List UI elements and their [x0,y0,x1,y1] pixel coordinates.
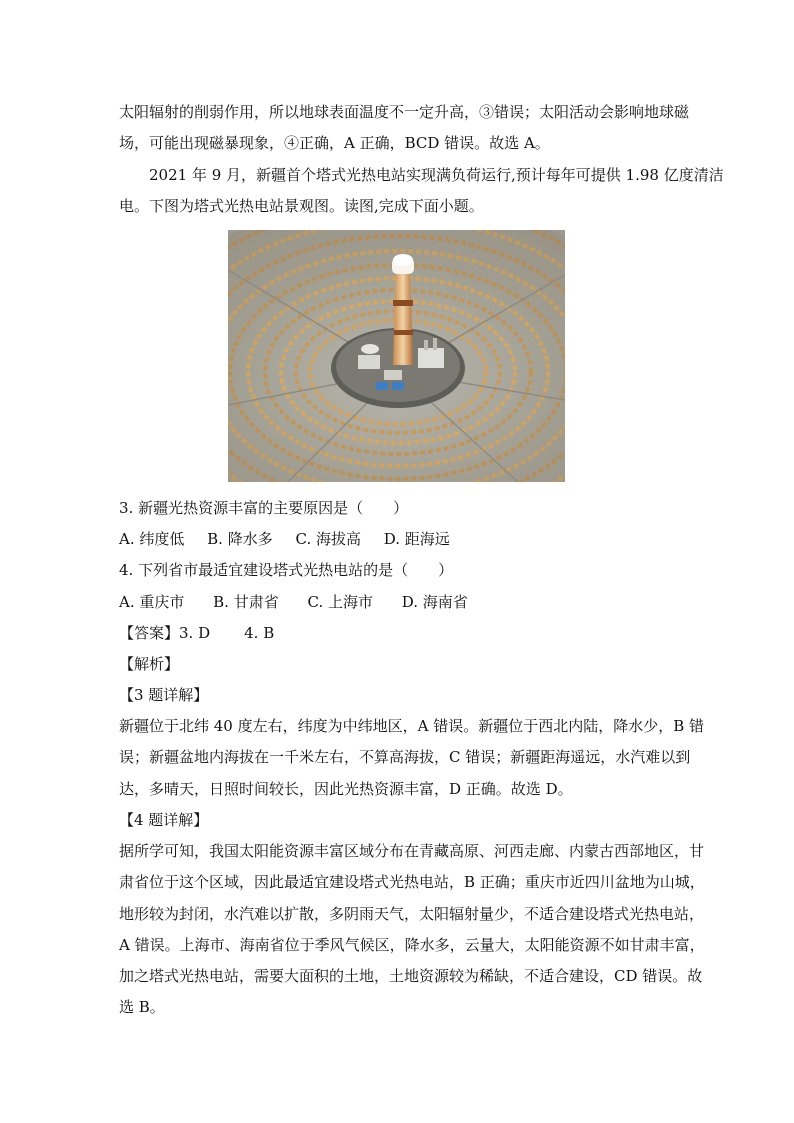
q4-option-a[interactable]: A. 重庆市 [119,593,185,611]
intro-line-1: 2021 年 9 月，新疆首个塔式光热电站实现满负荷运行,预计每年可提供 1.98 亿度清洁 [149,166,724,184]
detail-4-line-3: 地形较为封闭，水汽难以扩散，多阴雨天气，太阳辐射量少，不适合建设塔式光热电站， [119,905,705,923]
detail-3-line-1: 新疆位于北纬 40 度左右，纬度为中纬地区，A 错误。新疆位于西北内陆，降水少，B 错 [119,717,705,735]
question-4-stem: 4. 下列省市最适宜建设塔式光热电站的是（ ） [119,561,454,579]
intro-line-2: 电。下图为塔式光热电站景观图。读图,完成下面小题。 [119,197,484,215]
answer-label: 【答案】 [119,624,180,642]
q3-option-d[interactable]: D. 距海远 [383,530,450,548]
answer-4: 4. B [244,624,275,642]
question-3-options [119,529,679,549]
detail-3-label: 【3 题详解】 [119,686,209,704]
q4-option-d[interactable]: D. 海南省 [401,593,468,611]
solar-tower-plant-photo [228,230,565,482]
answer-3: 3. D [179,624,211,642]
q3-option-a[interactable]: A. 纬度低 [119,530,185,548]
detail-4-line-4: A 错误。上海市、海南省位于季风气候区，降水多，云量大，太阳能资源不如甘肃丰富， [119,936,705,954]
analysis-label: 【解析】 [119,655,180,673]
detail-4-label: 【4 题详解】 [119,811,209,829]
detail-4-line-1: 据所学可知，我国太阳能资源丰富区域分布在青藏高原、河西走廊、内蒙古西部地区，甘 [119,842,705,860]
question-4-options [119,592,679,612]
q3-option-b[interactable]: B. 降水多 [207,530,273,548]
q3-option-c[interactable]: C. 海拔高 [295,530,361,548]
q4-option-c[interactable]: C. 上海市 [307,593,373,611]
detail-3-line-3: 达，多晴天，日照时间较长，因此光热资源丰富，D 正确。故选 D。 [119,780,573,798]
detail-4-line-2: 肃省位于这个区域，因此最适宜建设塔式光热电站，B 正确；重庆市近四川盆地为山城， [119,873,705,891]
question-3-stem: 3. 新疆光热资源丰富的主要原因是（ ） [119,499,409,517]
detail-3-line-2: 误；新疆盆地内海拔在一千米左右，不算高海拔，C 错误；新疆距海遥远，水汽难以到 [119,748,691,766]
q4-option-b[interactable]: B. 甘肃省 [213,593,279,611]
detail-4-line-6: 选 B。 [119,998,165,1016]
continuation-line-1: 太阳辐射的削弱作用，所以地球表面温度不一定升高，③错误；太阳活动会影响地球磁 [119,103,690,121]
answer-line [119,623,679,643]
continuation-line-2: 场，可能出现磁暴现象，④正确，A 正确，BCD 错误。故选 A。 [119,134,550,152]
detail-4-line-5: 加之塔式光热电站，需要大面积的土地，土地资源较为稀缺，不适合建设，CD 错误。故 [119,967,703,985]
